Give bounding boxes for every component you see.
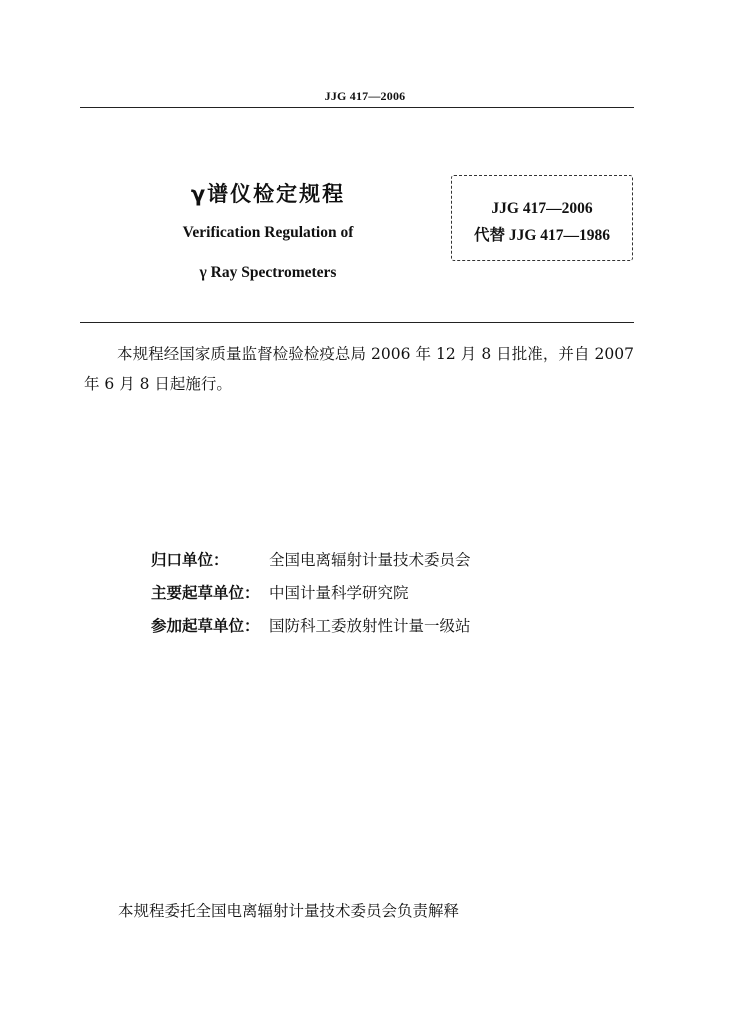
unit-row-responsible [151,542,631,575]
unit-label: 归口单位： [151,550,229,569]
unit-row-main-drafter [151,575,631,608]
running-header-code: JJG 417—2006 [324,89,406,103]
standard-code-box [451,175,633,261]
unit-value: 中国计量科学研究院 [269,583,409,602]
drafting-units-list [151,542,631,641]
unit-label: 主要起草单位： [151,583,260,602]
unit-label: 参加起草单位： [151,616,260,635]
standard-code: JJG 417—2006 [491,200,593,217]
document-title-english-line2: γ Ray Spectrometers [199,264,337,281]
document-title-chinese: γ谱仪检定规程 [190,182,346,206]
unit-value: 全国电离辐射计量技术委员会 [269,550,471,569]
replaced-standard-code: 代替 JJG 417—1986 [473,227,611,244]
approval-statement: 本规程经国家质量监督检验检疫总局 2006 年 12 月 8 日批准，并自 2007 年 6 月 8 日起施行。 [84,345,634,393]
document-title-english-line1: Verification Regulation of [182,224,354,241]
title-rule [80,322,634,323]
unit-row-participating-drafter [151,608,631,641]
header-rule [80,107,634,108]
interpretation-note: 本规程委托全国电离辐射计量技术委员会负责解释 [118,902,460,920]
unit-value: 国防科工委放射性计量一级站 [269,616,471,635]
